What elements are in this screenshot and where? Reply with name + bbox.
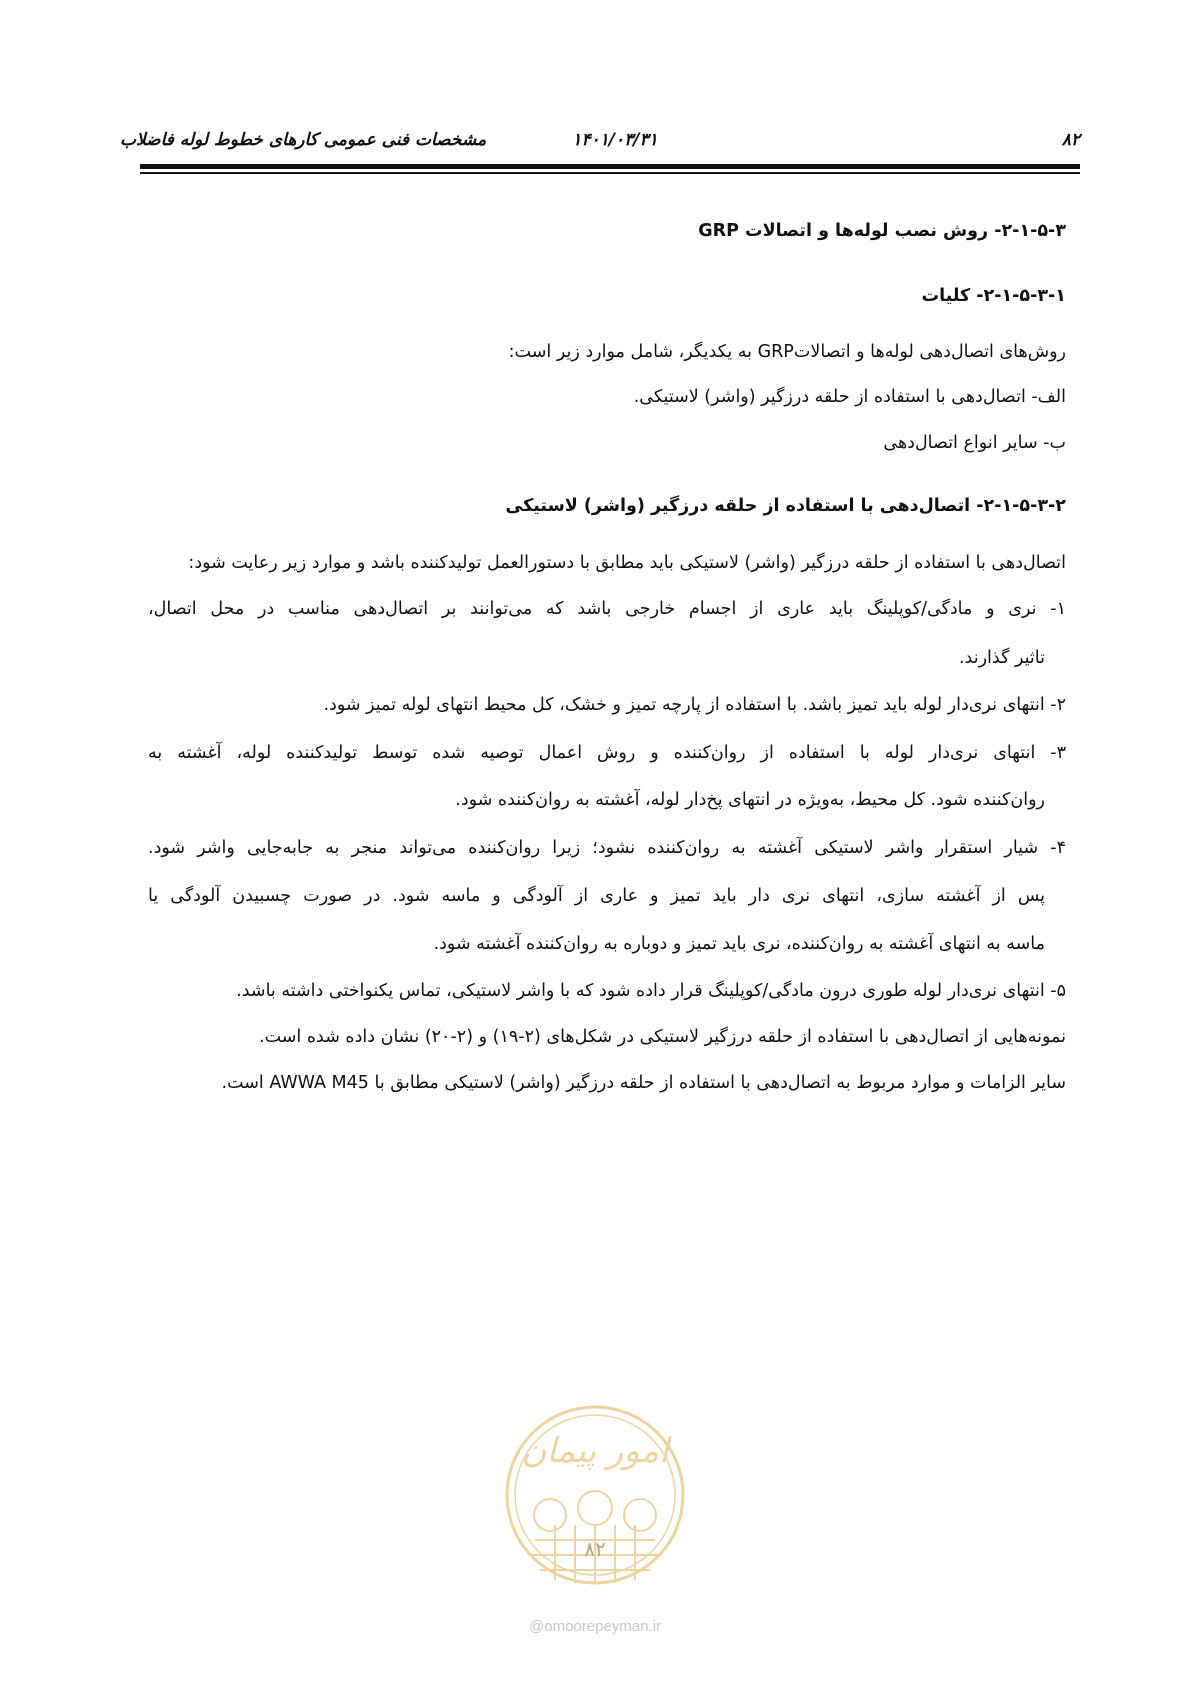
- header-rule-thick: [140, 164, 1080, 169]
- intro-paragraph: روش‌های اتصال‌دهی لوله‌ها و اتصالاتGRP به یکدیگر، شامل موارد زیر است:: [508, 342, 1066, 362]
- examples-paragraph: نمونه‌هایی از اتصال‌دهی با استفاده از حلقه درزگیر لاستیکی در شکل‌های (۲-۱۹) و (۲-۲۰) نشان داده شده است.: [259, 1027, 1066, 1047]
- heading-2-1-5-3-2: ۲-۱-۵-۳-۲- اتصال‌دهی با استفاده از حلقه درزگیر (واشر) لاستیکی: [505, 496, 1066, 516]
- list-item-3-line-2: روان‌کننده شود. کل محیط، به‌ویژه در انتهای پخ‌دار لوله، آغشته به روان‌کننده شود.: [455, 790, 1045, 810]
- header-rule-thin: [140, 172, 1080, 174]
- list-item-be: ب- سایر انواع اتصال‌دهی: [883, 433, 1066, 453]
- heading-2-1-5-3: ۲-۱-۵-۳- روش نصب لوله‌ها و اتصالات GRP: [698, 221, 1066, 241]
- header-page-number: ۸۲: [1061, 130, 1080, 150]
- watermark-logo-text: امور پیمان: [521, 1431, 669, 1471]
- watermark-seal-icon: [495, 1390, 695, 1600]
- list-item-2: ۲- انتهای نری‌دار لوله باید تمیز باشد. با استفاده از پارچه تمیز و خشک، کل محیط انتهای لوله تمیز شود.: [323, 695, 1066, 715]
- list-item-5: ۵- انتهای نری‌دار لوله طوری درون مادگی/کوپلینگ قرار داده شود که با واشر لاستیکی، تماس یکنواختی داشته باشد.: [236, 981, 1066, 1001]
- other-requirements-paragraph: سایر الزامات و موارد مربوط به اتصال‌دهی با استفاده از حلقه درزگیر (واشر) لاستیکی مطابق با AWWA M45 است.: [221, 1073, 1066, 1093]
- list-item-4-line-1: ۴- شیار استقرار واشر لاستیکی آغشته به روان‌کننده نشود؛ زیرا روان‌کننده می‌تواند منجر به جابه‌جایی واشر شود.: [148, 838, 1066, 858]
- list-item-alef: الف- اتصال‌دهی با استفاده از حلقه درزگیر (واشر) لاستیکی.: [633, 387, 1066, 407]
- header-title: مشخصات فنی عمومی کارهای خطوط لوله فاضلاب: [120, 130, 487, 150]
- header-date: ۱۴۰۱/۰۳/۳۱: [572, 130, 658, 150]
- watermark-site: @omoorepeyman.ir: [529, 1618, 661, 1635]
- list-item-1-line-1: ۱- نری و مادگی/کوپلینگ باید عاری از اجسام خارجی باشد که می‌توانند بر اتصال‌دهی مناسب در محل اتصال،: [148, 599, 1066, 619]
- list-item-4-line-3: ماسه به انتهای آغشته به روان‌کننده، نری باید تمیز و دوباره به روان‌کننده آغشته شود.: [433, 934, 1045, 954]
- watermark-page-number: ۸۲: [584, 1537, 606, 1561]
- list-item-1-line-2: تاثیر گذارند.: [958, 648, 1045, 668]
- rubber-paragraph: اتصال‌دهی با استفاده از حلقه درزگیر (واشر) لاستیکی باید مطابق با دستورالعمل تولیدکننده باشد و موارد زیر رعایت شود:: [188, 553, 1066, 573]
- list-item-4-line-2: پس از آغشته سازی، انتهای نری دار باید تمیز و عاری از آلودگی و ماسه شود. در صورت چسبیدن آلودگی یا: [148, 886, 1045, 906]
- heading-2-1-5-3-1: ۲-۱-۵-۳-۱- کلیات: [921, 286, 1066, 306]
- list-item-3-line-1: ۳- انتهای نری‌دار لوله با استفاده از روان‌کننده و روش اعمال توصیه شده توسط تولیدکننده لوله، آغشته به: [148, 743, 1066, 763]
